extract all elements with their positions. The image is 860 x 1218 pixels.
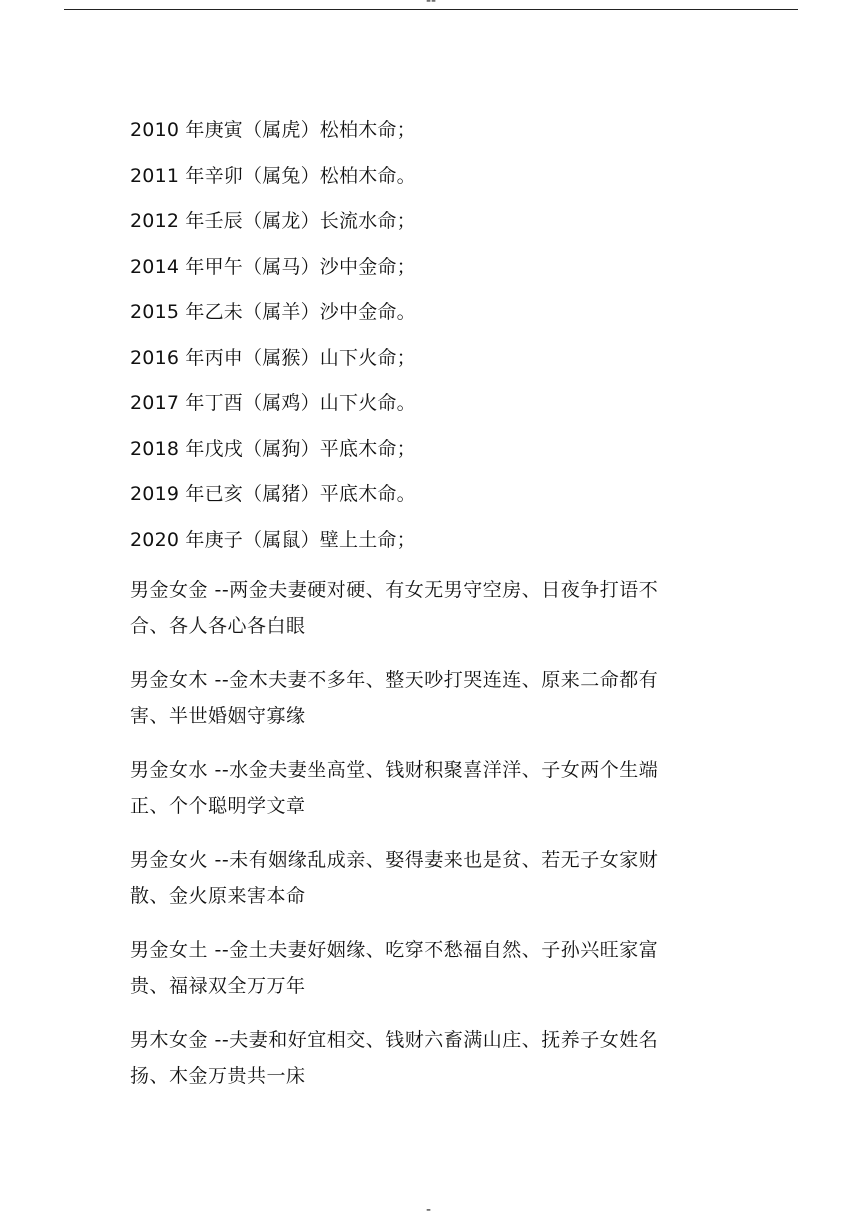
pairing-paragraph: 男金女水 --水金夫妻坐高堂、钱财积聚喜洋洋、子女两个生端正、个个聪明学文章 [130,759,659,817]
year-line: 2010 年庚寅（属虎）松柏木命； [130,119,416,141]
year-line: 2016 年丙申（属猴）山下火命； [130,346,416,369]
pairing-paragraph: 男木女金 --夫妻和好宜相交、钱财六畜满山庄、抚养子女姓名扬、木金万贵共一床 [130,1029,659,1087]
year-line: 2018 年戊戌（属狗）平底木命； [130,437,416,460]
year-line: 2014 年甲午（属马）沙中金命； [130,255,416,278]
pairing-paragraph: 男金女木 --金木夫妻不多年、整天吵打哭连连、原来二命都有害、半世婚姻守寡缘 [130,669,659,727]
pairing-paragraph: 男金女金 --两金夫妻硬对硬、有女无男守空房、日夜争打语不合、各人各心各白眼 [130,579,659,637]
pairing-paragraph: 男金女火 --未有姻缘乱成亲、娶得妻来也是贫、若无子女家财散、金火原来害本命 [130,849,659,907]
year-line: 2011 年辛卯（属兔）松柏木命。 [130,164,416,187]
header-mark: -- [424,0,438,8]
footer-mark: - [426,1202,432,1218]
year-line: 2012 年壬辰（属龙）长流水命； [130,210,416,232]
year-line: 2017 年丁酉（属鸡）山下火命。 [130,392,416,414]
year-line: 2020 年庚子（属鼠）壁上土命； [130,528,416,551]
year-line: 2015 年乙未（属羊）沙中金命。 [130,301,416,323]
document-body [130,113,690,1112]
header-rule [64,9,798,10]
pairing-paragraph: 男金女土 --金土夫妻好姻缘、吃穿不愁福自然、子孙兴旺家富贵、福禄双全万万年 [130,939,659,997]
year-line: 2019 年已亥（属猪）平底木命。 [130,483,416,505]
